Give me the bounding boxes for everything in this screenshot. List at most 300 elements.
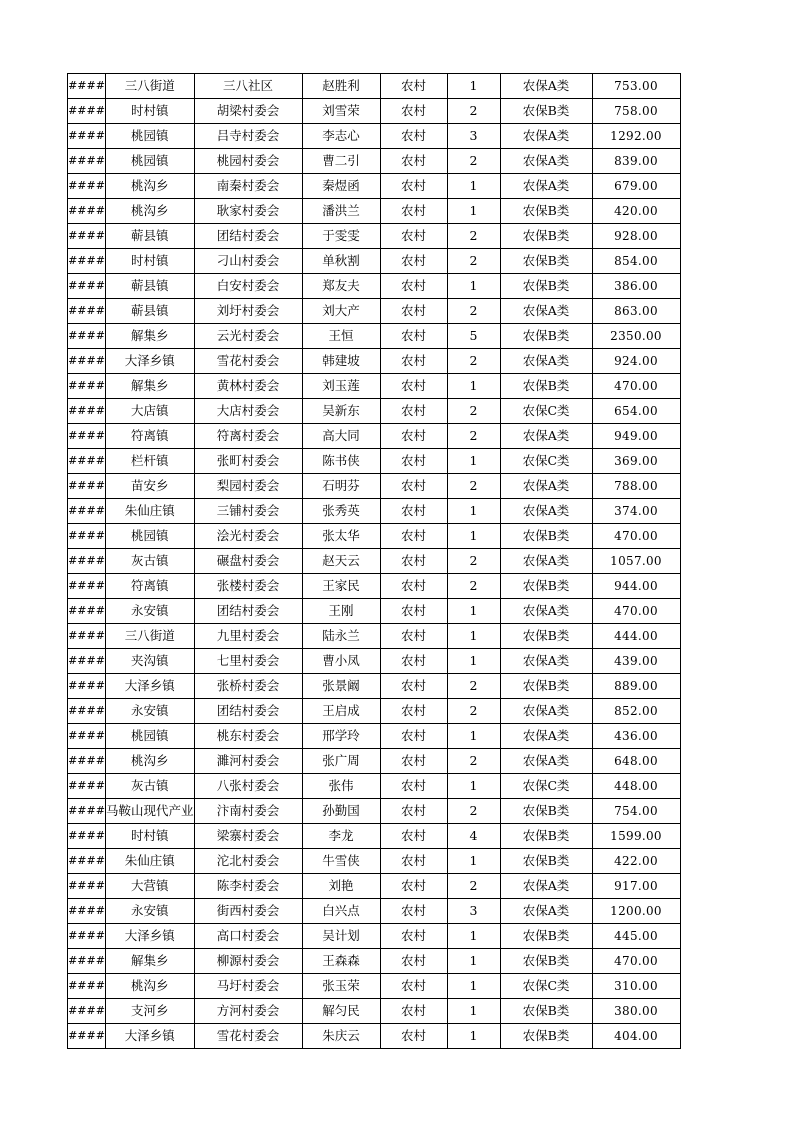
residence-type-cell: 农村 [380,124,447,149]
residence-type-cell: 农村 [380,924,447,949]
residence-type-cell: 农村 [380,374,447,399]
table-row [68,899,681,924]
amount-cell: 2350.00 [592,324,680,349]
id-cell: #### [68,849,106,874]
insurance-class-cell: 农保A类 [500,749,592,774]
amount-cell: 928.00 [592,224,680,249]
village-cell: 柳源村委会 [194,949,302,974]
insurance-class-cell: 农保B类 [500,274,592,299]
amount-cell: 852.00 [592,699,680,724]
table-row [68,224,681,249]
town-cell: 蕲县镇 [106,274,195,299]
table-row [68,824,681,849]
beneficiary-table [67,73,681,1049]
person-name-cell: 曹二引 [302,149,380,174]
residence-type-cell: 农村 [380,999,447,1024]
amount-cell: 753.00 [592,74,680,99]
town-cell: 桃园镇 [106,724,195,749]
household-count-cell: 2 [447,474,500,499]
table-row [68,999,681,1024]
table-row [68,699,681,724]
id-cell: #### [68,999,106,1024]
table-row [68,574,681,599]
insurance-class-cell: 农保A类 [500,474,592,499]
id-cell: #### [68,749,106,774]
town-cell: 桃沟乡 [106,974,195,999]
person-name-cell: 曹小凤 [302,649,380,674]
table-row [68,399,681,424]
person-name-cell: 赵天云 [302,549,380,574]
amount-cell: 1200.00 [592,899,680,924]
table-row [68,299,681,324]
insurance-class-cell: 农保B类 [500,574,592,599]
village-cell: 雪花村委会 [194,1024,302,1049]
residence-type-cell: 农村 [380,824,447,849]
insurance-class-cell: 农保A类 [500,499,592,524]
insurance-class-cell: 农保A类 [500,74,592,99]
person-name-cell: 孙勤国 [302,799,380,824]
person-name-cell: 张广周 [302,749,380,774]
id-cell: #### [68,499,106,524]
id-cell: #### [68,1024,106,1049]
village-cell: 街西村委会 [194,899,302,924]
amount-cell: 404.00 [592,1024,680,1049]
amount-cell: 448.00 [592,774,680,799]
household-count-cell: 2 [447,799,500,824]
id-cell: #### [68,224,106,249]
residence-type-cell: 农村 [380,524,447,549]
household-count-cell: 1 [447,924,500,949]
amount-cell: 917.00 [592,874,680,899]
insurance-class-cell: 农保C类 [500,774,592,799]
household-count-cell: 2 [447,224,500,249]
town-cell: 桃沟乡 [106,199,195,224]
village-cell: 大店村委会 [194,399,302,424]
residence-type-cell: 农村 [380,399,447,424]
table-row [68,1024,681,1049]
insurance-class-cell: 农保C类 [500,449,592,474]
amount-cell: 924.00 [592,349,680,374]
person-name-cell: 单秋割 [302,249,380,274]
town-cell: 桃沟乡 [106,174,195,199]
person-name-cell: 王启成 [302,699,380,724]
person-name-cell: 王森森 [302,949,380,974]
household-count-cell: 1 [447,724,500,749]
id-cell: #### [68,774,106,799]
table-row [68,549,681,574]
village-cell: 方河村委会 [194,999,302,1024]
id-cell: #### [68,899,106,924]
insurance-class-cell: 农保B类 [500,799,592,824]
residence-type-cell: 农村 [380,674,447,699]
household-count-cell: 3 [447,124,500,149]
household-count-cell: 1 [447,774,500,799]
person-name-cell: 刘艳 [302,874,380,899]
table-row [68,799,681,824]
household-count-cell: 1 [447,624,500,649]
person-name-cell: 朱庆云 [302,1024,380,1049]
amount-cell: 863.00 [592,299,680,324]
residence-type-cell: 农村 [380,424,447,449]
town-cell: 大泽乡镇 [106,924,195,949]
person-name-cell: 赵胜利 [302,74,380,99]
id-cell: #### [68,174,106,199]
household-count-cell: 1 [447,849,500,874]
amount-cell: 444.00 [592,624,680,649]
insurance-class-cell: 农保C类 [500,399,592,424]
residence-type-cell: 农村 [380,799,447,824]
village-cell: 团结村委会 [194,599,302,624]
town-cell: 大店镇 [106,399,195,424]
residence-type-cell: 农村 [380,949,447,974]
amount-cell: 754.00 [592,799,680,824]
residence-type-cell: 农村 [380,199,447,224]
amount-cell: 445.00 [592,924,680,949]
person-name-cell: 刘玉莲 [302,374,380,399]
insurance-class-cell: 农保B类 [500,824,592,849]
town-cell: 蕲县镇 [106,224,195,249]
village-cell: 陈李村委会 [194,874,302,899]
household-count-cell: 4 [447,824,500,849]
insurance-class-cell: 农保A类 [500,874,592,899]
insurance-class-cell: 农保B类 [500,524,592,549]
residence-type-cell: 农村 [380,749,447,774]
id-cell: #### [68,324,106,349]
village-cell: 刘圩村委会 [194,299,302,324]
household-count-cell: 1 [447,974,500,999]
town-cell: 朱仙庄镇 [106,849,195,874]
town-cell: 时村镇 [106,249,195,274]
person-name-cell: 张太华 [302,524,380,549]
table-row [68,199,681,224]
town-cell: 三八街道 [106,74,195,99]
village-cell: 桃东村委会 [194,724,302,749]
table-row [68,724,681,749]
person-name-cell: 王家民 [302,574,380,599]
town-cell: 朱仙庄镇 [106,499,195,524]
village-cell: 张町村委会 [194,449,302,474]
person-name-cell: 牛雪侠 [302,849,380,874]
insurance-class-cell: 农保B类 [500,224,592,249]
amount-cell: 422.00 [592,849,680,874]
amount-cell: 470.00 [592,949,680,974]
amount-cell: 1292.00 [592,124,680,149]
amount-cell: 470.00 [592,374,680,399]
id-cell: #### [68,299,106,324]
residence-type-cell: 农村 [380,899,447,924]
insurance-class-cell: 农保A类 [500,549,592,574]
amount-cell: 470.00 [592,524,680,549]
id-cell: #### [68,349,106,374]
household-count-cell: 2 [447,349,500,374]
household-count-cell: 1 [447,174,500,199]
household-count-cell: 1 [447,1024,500,1049]
amount-cell: 1057.00 [592,549,680,574]
insurance-class-cell: 农保B类 [500,674,592,699]
table-row [68,474,681,499]
id-cell: #### [68,474,106,499]
table-row [68,599,681,624]
insurance-class-cell: 农保B类 [500,849,592,874]
household-count-cell: 1 [447,74,500,99]
insurance-class-cell: 农保A类 [500,649,592,674]
household-count-cell: 1 [447,649,500,674]
village-cell: 三八社区 [194,74,302,99]
insurance-class-cell: 农保B类 [500,1024,592,1049]
household-count-cell: 1 [447,274,500,299]
table-row [68,749,681,774]
household-count-cell: 2 [447,549,500,574]
household-count-cell: 2 [447,699,500,724]
household-count-cell: 2 [447,299,500,324]
id-cell: #### [68,924,106,949]
household-count-cell: 1 [447,524,500,549]
table-row [68,674,681,699]
insurance-class-cell: 农保A类 [500,724,592,749]
amount-cell: 310.00 [592,974,680,999]
insurance-class-cell: 农保A类 [500,349,592,374]
residence-type-cell: 农村 [380,974,447,999]
village-cell: 胡梁村委会 [194,99,302,124]
village-cell: 梁寨村委会 [194,824,302,849]
table-row [68,774,681,799]
town-cell: 灰古镇 [106,549,195,574]
town-cell: 桃园镇 [106,124,195,149]
town-cell: 苗安乡 [106,474,195,499]
table-row [68,74,681,99]
person-name-cell: 石明芬 [302,474,380,499]
table-row [68,449,681,474]
amount-cell: 470.00 [592,599,680,624]
residence-type-cell: 农村 [380,724,447,749]
person-name-cell: 秦煜函 [302,174,380,199]
amount-cell: 654.00 [592,399,680,424]
table-row [68,924,681,949]
id-cell: #### [68,824,106,849]
residence-type-cell: 农村 [380,349,447,374]
insurance-class-cell: 农保B类 [500,324,592,349]
village-cell: 马圩村委会 [194,974,302,999]
id-cell: #### [68,249,106,274]
person-name-cell: 张伟 [302,774,380,799]
person-name-cell: 张景阚 [302,674,380,699]
amount-cell: 386.00 [592,274,680,299]
household-count-cell: 1 [447,199,500,224]
table-body [68,74,681,1049]
town-cell: 桃园镇 [106,149,195,174]
person-name-cell: 陆永兰 [302,624,380,649]
amount-cell: 758.00 [592,99,680,124]
village-cell: 张楼村委会 [194,574,302,599]
village-cell: 七里村委会 [194,649,302,674]
residence-type-cell: 农村 [380,649,447,674]
household-count-cell: 2 [447,149,500,174]
residence-type-cell: 农村 [380,474,447,499]
id-cell: #### [68,724,106,749]
table-row [68,274,681,299]
household-count-cell: 5 [447,324,500,349]
insurance-class-cell: 农保A类 [500,424,592,449]
table-row [68,149,681,174]
household-count-cell: 2 [447,99,500,124]
village-cell: 汴南村委会 [194,799,302,824]
table-row [68,99,681,124]
id-cell: #### [68,624,106,649]
household-count-cell: 1 [447,949,500,974]
town-cell: 马鞍山现代产业 [106,799,195,824]
town-cell: 符离镇 [106,574,195,599]
table-row [68,874,681,899]
amount-cell: 839.00 [592,149,680,174]
table-row [68,174,681,199]
village-cell: 高口村委会 [194,924,302,949]
residence-type-cell: 农村 [380,274,447,299]
amount-cell: 949.00 [592,424,680,449]
village-cell: 团结村委会 [194,699,302,724]
person-name-cell: 陈书侠 [302,449,380,474]
person-name-cell: 吴新东 [302,399,380,424]
village-cell: 符离村委会 [194,424,302,449]
insurance-class-cell: 农保C类 [500,974,592,999]
amount-cell: 944.00 [592,574,680,599]
village-cell: 刁山村委会 [194,249,302,274]
insurance-class-cell: 农保B类 [500,249,592,274]
insurance-class-cell: 农保A类 [500,899,592,924]
insurance-class-cell: 农保A类 [500,174,592,199]
person-name-cell: 李龙 [302,824,380,849]
residence-type-cell: 农村 [380,624,447,649]
id-cell: #### [68,374,106,399]
person-name-cell: 白兴点 [302,899,380,924]
residence-type-cell: 农村 [380,1024,447,1049]
town-cell: 桃沟乡 [106,749,195,774]
id-cell: #### [68,424,106,449]
town-cell: 大营镇 [106,874,195,899]
household-count-cell: 2 [447,874,500,899]
table-row [68,649,681,674]
village-cell: 碾盘村委会 [194,549,302,574]
id-cell: #### [68,649,106,674]
person-name-cell: 高大同 [302,424,380,449]
person-name-cell: 潘洪兰 [302,199,380,224]
village-cell: 黄林村委会 [194,374,302,399]
residence-type-cell: 农村 [380,774,447,799]
person-name-cell: 邢学玲 [302,724,380,749]
amount-cell: 788.00 [592,474,680,499]
id-cell: #### [68,199,106,224]
insurance-class-cell: 农保A类 [500,599,592,624]
village-cell: 桃园村委会 [194,149,302,174]
residence-type-cell: 农村 [380,99,447,124]
id-cell: #### [68,124,106,149]
person-name-cell: 张玉荣 [302,974,380,999]
person-name-cell: 于雯雯 [302,224,380,249]
insurance-class-cell: 农保B类 [500,924,592,949]
person-name-cell: 郑友夫 [302,274,380,299]
amount-cell: 889.00 [592,674,680,699]
insurance-class-cell: 农保A类 [500,699,592,724]
amount-cell: 439.00 [592,649,680,674]
residence-type-cell: 农村 [380,499,447,524]
residence-type-cell: 农村 [380,249,447,274]
person-name-cell: 刘雪荣 [302,99,380,124]
household-count-cell: 1 [447,499,500,524]
id-cell: #### [68,699,106,724]
village-cell: 团结村委会 [194,224,302,249]
household-count-cell: 1 [447,999,500,1024]
village-cell: 三铺村委会 [194,499,302,524]
town-cell: 灰古镇 [106,774,195,799]
table-row [68,249,681,274]
table-row [68,324,681,349]
table-row [68,424,681,449]
person-name-cell: 韩建坡 [302,349,380,374]
town-cell: 时村镇 [106,99,195,124]
insurance-class-cell: 农保B类 [500,374,592,399]
table-row [68,974,681,999]
residence-type-cell: 农村 [380,599,447,624]
village-cell: 雪花村委会 [194,349,302,374]
town-cell: 三八街道 [106,624,195,649]
town-cell: 支河乡 [106,999,195,1024]
id-cell: #### [68,574,106,599]
person-name-cell: 吴计划 [302,924,380,949]
village-cell: 吕寺村委会 [194,124,302,149]
id-cell: #### [68,949,106,974]
insurance-class-cell: 农保B类 [500,99,592,124]
town-cell: 解集乡 [106,324,195,349]
village-cell: 白安村委会 [194,274,302,299]
household-count-cell: 2 [447,574,500,599]
residence-type-cell: 农村 [380,324,447,349]
id-cell: #### [68,974,106,999]
insurance-class-cell: 农保B类 [500,999,592,1024]
amount-cell: 854.00 [592,249,680,274]
person-name-cell: 解匀民 [302,999,380,1024]
town-cell: 时村镇 [106,824,195,849]
id-cell: #### [68,674,106,699]
residence-type-cell: 农村 [380,574,447,599]
town-cell: 大泽乡镇 [106,674,195,699]
household-count-cell: 2 [447,249,500,274]
town-cell: 桃园镇 [106,524,195,549]
village-cell: 浍光村委会 [194,524,302,549]
table-row [68,524,681,549]
residence-type-cell: 农村 [380,74,447,99]
household-count-cell: 1 [447,374,500,399]
town-cell: 栏杆镇 [106,449,195,474]
table-row [68,949,681,974]
residence-type-cell: 农村 [380,449,447,474]
id-cell: #### [68,74,106,99]
id-cell: #### [68,274,106,299]
village-cell: 濉河村委会 [194,749,302,774]
id-cell: #### [68,149,106,174]
amount-cell: 679.00 [592,174,680,199]
id-cell: #### [68,524,106,549]
residence-type-cell: 农村 [380,149,447,174]
insurance-class-cell: 农保A类 [500,149,592,174]
residence-type-cell: 农村 [380,849,447,874]
insurance-class-cell: 农保A类 [500,124,592,149]
insurance-class-cell: 农保A类 [500,299,592,324]
insurance-class-cell: 农保B类 [500,949,592,974]
amount-cell: 436.00 [592,724,680,749]
residence-type-cell: 农村 [380,699,447,724]
residence-type-cell: 农村 [380,299,447,324]
id-cell: #### [68,449,106,474]
residence-type-cell: 农村 [380,874,447,899]
